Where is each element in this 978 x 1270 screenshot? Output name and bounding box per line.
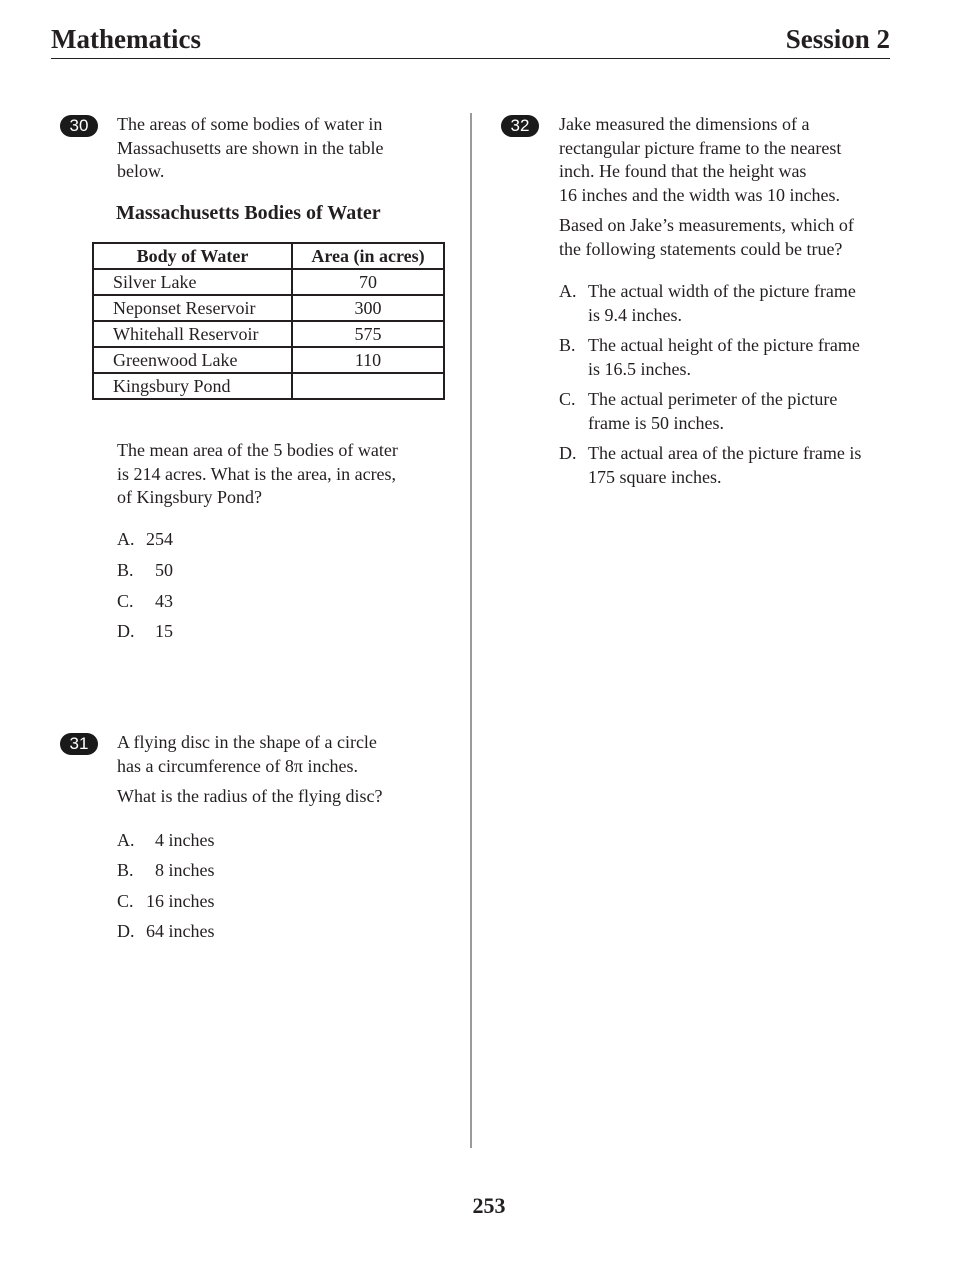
choice-text: 8 inches <box>155 860 215 880</box>
q30-choice-d[interactable] <box>117 620 173 644</box>
q32-choice-a[interactable] <box>559 280 856 327</box>
subject-title: Mathematics <box>51 24 201 54</box>
choice-letter: A. <box>559 281 577 301</box>
cell-area: 110 <box>292 347 444 373</box>
q32-choice-c[interactable] <box>559 388 837 435</box>
choice-line: The actual perimeter of the picture <box>588 389 838 409</box>
question-31-badge: 31 <box>60 733 98 755</box>
table-title: Massachusetts Bodies of Water <box>116 202 381 224</box>
column-divider <box>470 113 472 1148</box>
cell-area-blank <box>292 373 444 399</box>
session-title: Session 2 <box>785 24 890 54</box>
choice-letter: B. <box>117 560 134 580</box>
choice-text: 15 <box>155 621 173 641</box>
choice-text: 64 inches <box>146 921 215 941</box>
question-line: the following statements could be true? <box>559 238 843 259</box>
prompt-line: below. <box>117 161 165 181</box>
choice-text: 254 <box>146 529 173 549</box>
q30-choice-c[interactable] <box>117 590 173 614</box>
question-32-prompt <box>559 113 894 261</box>
question-line: The mean area of the 5 bodies of water <box>117 440 398 460</box>
q31-choice-c[interactable] <box>117 890 214 914</box>
choice-text: 43 <box>155 591 173 611</box>
table-row <box>93 295 444 321</box>
choice-text <box>588 280 856 327</box>
prompt-line: 16 inches and the width was 10 inches. <box>559 184 840 205</box>
column-header-body: Body of Water <box>93 243 292 269</box>
cell-body: Kingsbury Pond <box>93 373 292 399</box>
q31-choice-a[interactable] <box>117 829 214 853</box>
choice-line: is 9.4 inches. <box>588 304 682 325</box>
question-30-prompt <box>117 113 447 184</box>
choice-text: 4 inches <box>155 830 215 850</box>
question-31-prompt <box>117 731 447 809</box>
prompt-line: inch. He found that the height was <box>559 161 807 181</box>
choice-line: The actual area of the picture frame is <box>588 443 862 463</box>
question-line: is 214 acres. What is the area, in acres, <box>117 463 397 484</box>
cell-body: Whitehall Reservoir <box>93 321 292 347</box>
choice-line: is 16.5 inches. <box>588 358 691 379</box>
bodies-of-water-table <box>92 242 445 400</box>
table-row <box>93 269 444 295</box>
prompt-line: has a circumference of 8π inches. <box>117 755 358 776</box>
choice-letter: B. <box>559 335 576 355</box>
header-rule <box>51 58 890 59</box>
choice-line: The actual width of the picture frame <box>588 281 856 301</box>
choice-text <box>588 388 837 435</box>
table-row <box>93 347 444 373</box>
cell-body: Greenwood Lake <box>93 347 292 373</box>
table-header-row <box>93 243 444 269</box>
prompt-line: The areas of some bodies of water in <box>117 114 383 134</box>
choice-letter: C. <box>559 389 576 409</box>
choice-letter: D. <box>117 921 135 941</box>
table-row <box>93 373 444 399</box>
q31-choice-d[interactable] <box>117 920 214 944</box>
question-32-badge: 32 <box>501 115 539 137</box>
prompt-line: Jake measured the dimensions of a <box>559 114 810 134</box>
q32-choice-d[interactable] <box>559 442 861 489</box>
question-line: What is the radius of the flying disc? <box>117 786 383 806</box>
q31-choice-b[interactable] <box>117 859 214 883</box>
column-header-area: Area (in acres) <box>292 243 444 269</box>
choice-letter: C. <box>117 591 134 611</box>
q30-choice-b[interactable] <box>117 559 173 583</box>
choice-text <box>588 334 860 381</box>
q32-choice-b[interactable] <box>559 334 860 381</box>
choice-line: 175 square inches. <box>588 466 722 487</box>
question-line: Based on Jake’s measurements, which of <box>559 215 854 235</box>
choice-text <box>588 442 861 489</box>
choice-text: 50 <box>155 560 173 580</box>
choice-letter: D. <box>559 443 577 463</box>
table-row <box>93 321 444 347</box>
choice-letter: A. <box>117 830 135 850</box>
choice-line: frame is 50 inches. <box>588 412 724 433</box>
cell-area: 300 <box>292 295 444 321</box>
cell-area: 575 <box>292 321 444 347</box>
question-30-badge: 30 <box>60 115 98 137</box>
question-30-question <box>117 439 447 510</box>
prompt-line: rectangular picture frame to the nearest <box>559 137 842 158</box>
choice-line: The actual height of the picture frame <box>588 335 860 355</box>
choice-letter: B. <box>117 860 134 880</box>
choice-text: 16 inches <box>146 891 215 911</box>
choice-letter: A. <box>117 529 135 549</box>
cell-area: 70 <box>292 269 444 295</box>
choice-letter: C. <box>117 891 134 911</box>
page-number: 253 <box>472 1193 506 1218</box>
question-line: of Kingsbury Pond? <box>117 487 262 507</box>
cell-body: Neponset Reservoir <box>93 295 292 321</box>
choice-letter: D. <box>117 621 135 641</box>
prompt-line: Massachusetts are shown in the table <box>117 137 384 158</box>
q30-choice-a[interactable] <box>117 528 173 552</box>
cell-body: Silver Lake <box>93 269 292 295</box>
prompt-line: A flying disc in the shape of a circle <box>117 732 377 752</box>
